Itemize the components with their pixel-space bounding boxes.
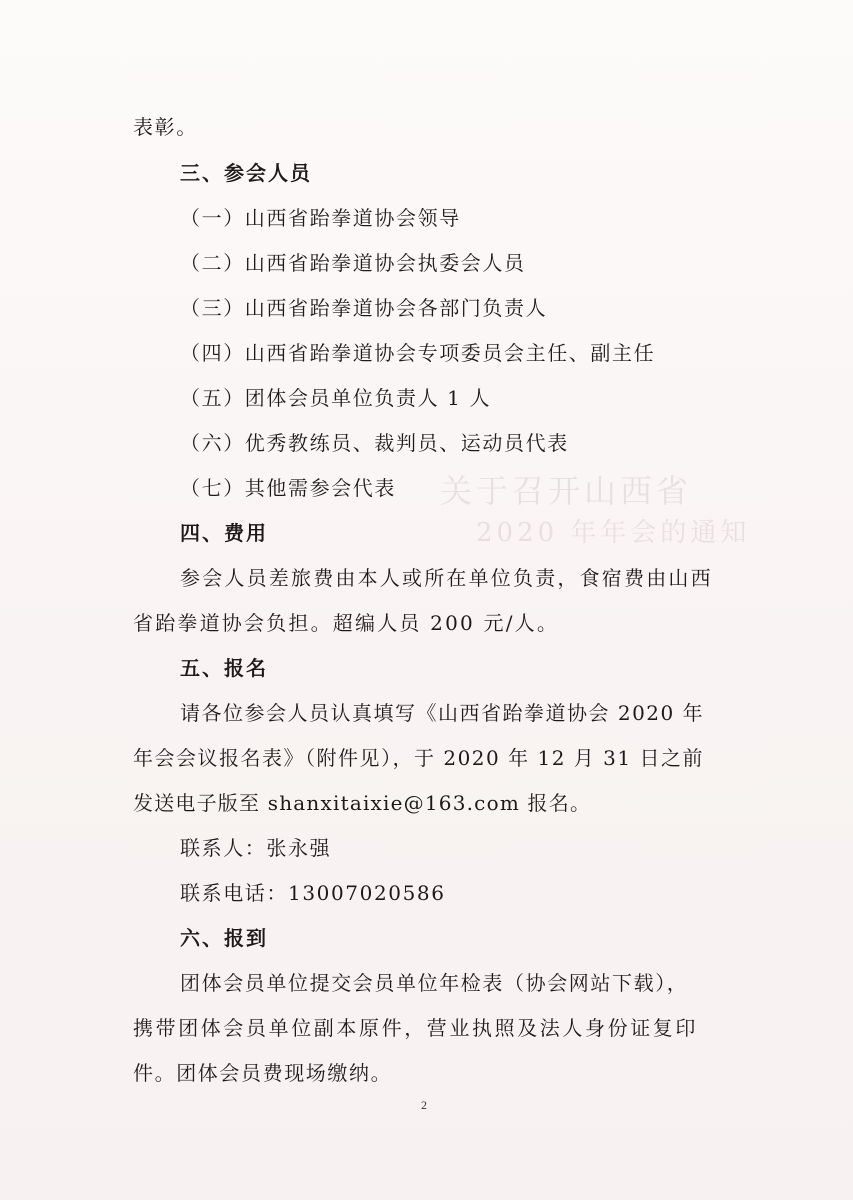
section-heading-registration: 五、报名 <box>180 656 268 680</box>
text-line: 参会人员差旅费由本人或所在单位负责，食宿费由山西 <box>180 566 713 590</box>
text-line: 表彰。 <box>133 115 198 139</box>
contact-phone: 联系电话：13007020586 <box>180 881 446 905</box>
contact-person: 联系人：张永强 <box>180 836 332 860</box>
list-item: （一）山西省跆拳道协会领导 <box>180 206 461 230</box>
section-heading-fees: 四、费用 <box>180 521 268 545</box>
list-item: （四）山西省跆拳道协会专项委员会主任、副主任 <box>180 341 656 365</box>
text-line: 省跆拳道协会负担。超编人员 200 元/人。 <box>133 611 560 635</box>
bleed-through-title: 关于召开山西省 <box>440 472 693 510</box>
list-item: （五）团体会员单位负责人 1 人 <box>180 386 492 410</box>
text-line-email: 发送电子版至 shanxitaixie@163.com 报名。 <box>133 791 592 815</box>
list-item: （七）其他需参会代表 <box>180 476 396 500</box>
text-line: 携带团体会员单位副本原件，营业执照及法人身份证复印 <box>133 1016 698 1040</box>
section-heading-check-in: 六、报到 <box>180 926 268 950</box>
list-item: （三）山西省跆拳道协会各部门负责人 <box>180 296 548 320</box>
section-heading-participants: 三、参会人员 <box>180 161 312 185</box>
list-item: （六）优秀教练员、裁判员、运动员代表 <box>180 431 569 455</box>
bleed-through-subtitle: 2020 年年会的通知 <box>476 518 751 548</box>
text-line: 请各位参会人员认真填写《山西省跆拳道协会 2020 年 <box>180 701 705 725</box>
page-number: 2 <box>421 1098 427 1112</box>
text-line: 团体会员单位提交会员单位年检表（协会网站下载）， <box>180 971 689 995</box>
text-line: 件。团体会员费现场缴纳。 <box>133 1061 393 1085</box>
text-line: 年会会议报名表》（附件见），于 2020 年 12 月 31 日之前 <box>133 746 704 770</box>
list-item: （二）山西省跆拳道协会执委会人员 <box>180 251 526 275</box>
